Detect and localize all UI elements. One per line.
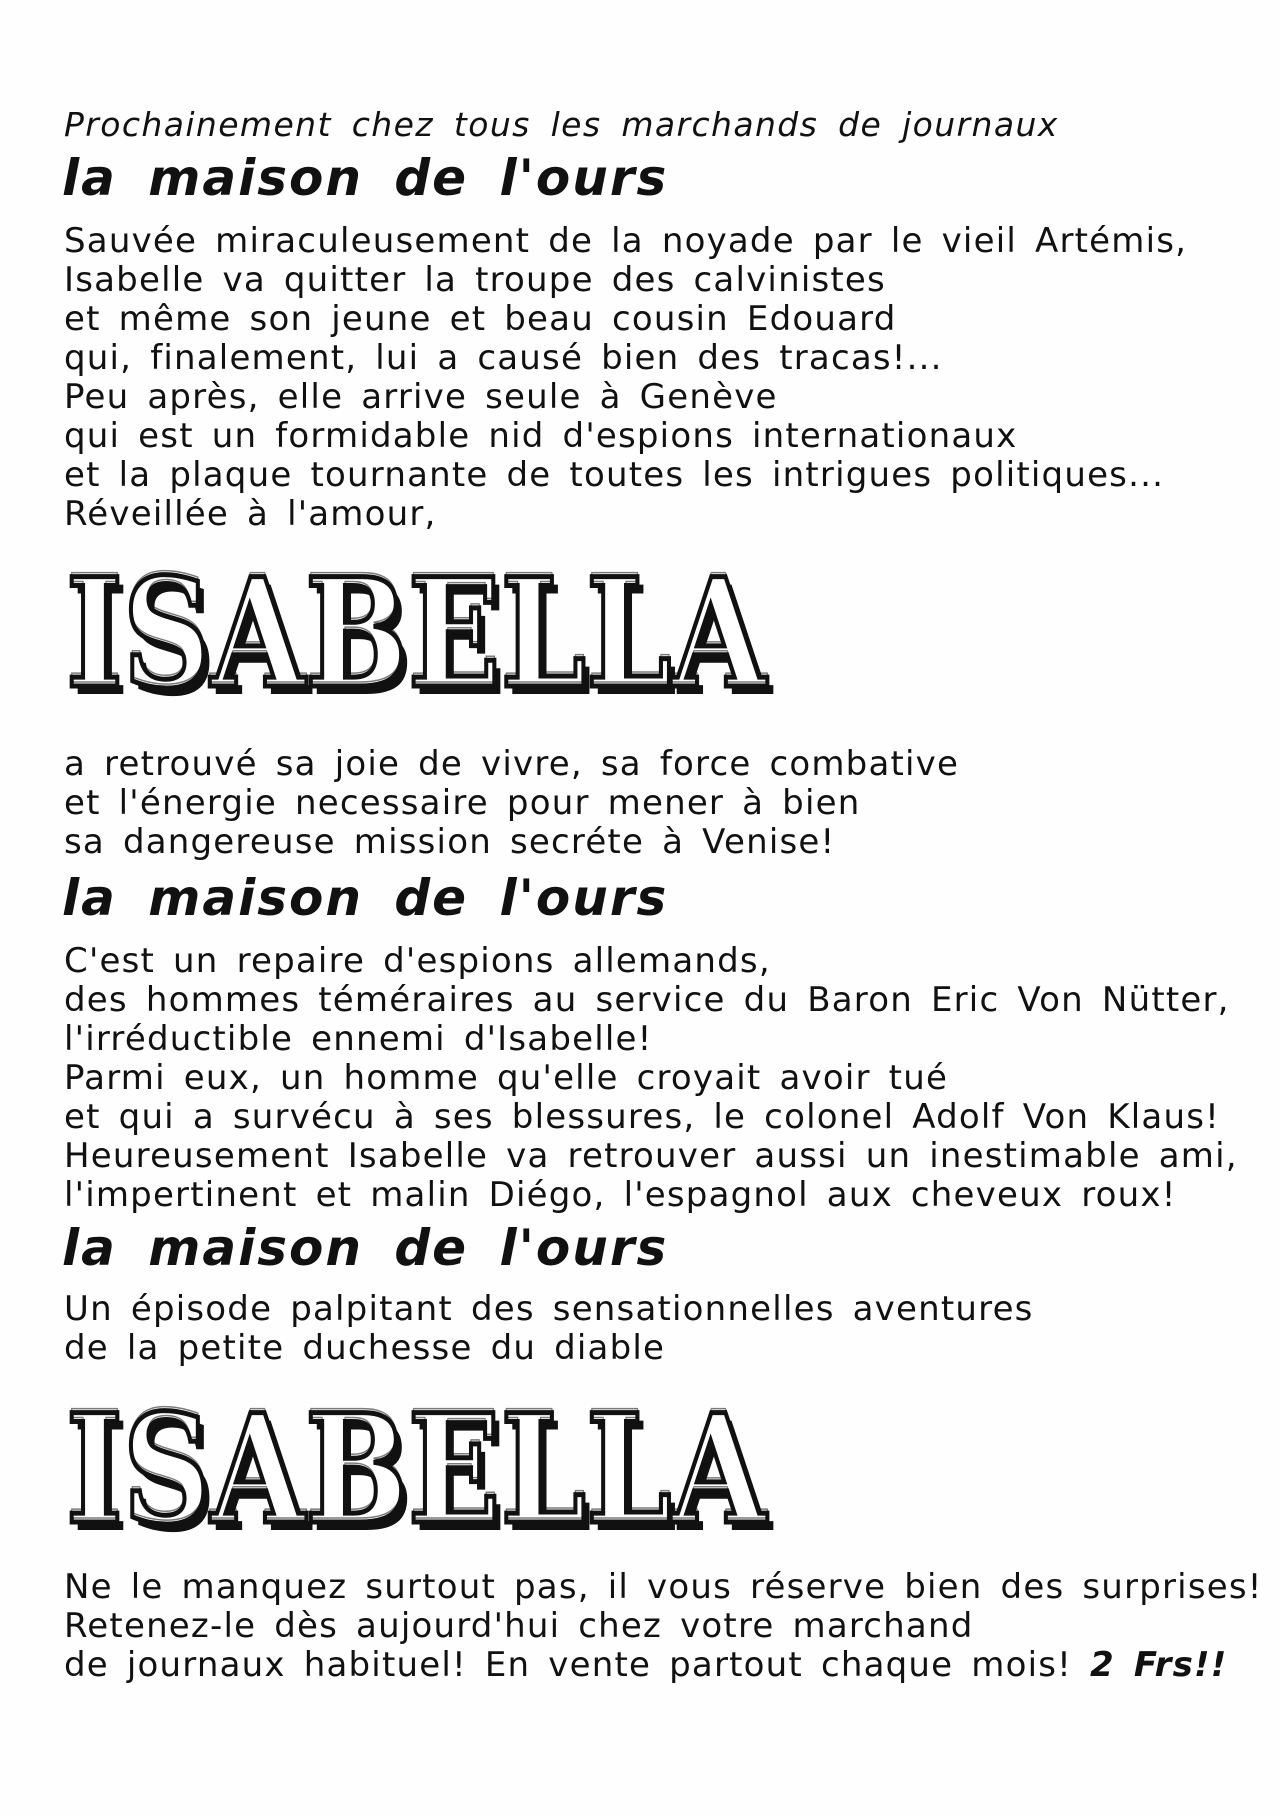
isabella-logo-1-face: ISABELLA: [66, 556, 769, 706]
section4-line-1: Un épisode palpitant des sensationnelles aventures: [64, 1289, 1034, 1329]
intro-line: Prochainement chez tous les marchands de journaux: [64, 105, 1059, 144]
price-label: 2 Frs!!: [1090, 1645, 1228, 1685]
section1-line-4: qui, finalement, lui a causé bien des tracas!...: [64, 338, 943, 378]
section5-line-1: Ne le manquez surtout pas, il vous réserve bien des surprises!: [64, 1567, 1263, 1607]
section5-line-3-text: de journaux habituel! En vente partout chaque mois!: [64, 1645, 1072, 1685]
isabella-logo-1-inline: ISABELLA: [66, 556, 769, 706]
isabella-logo-1: [56, 556, 776, 706]
section1-line-2: Isabelle va quitter la troupe des calvinistes: [64, 260, 886, 300]
heading-maison-de-l-ours-1: la maison de l'ours: [62, 149, 669, 207]
section1-line-5: Peu après, elle arrive seule à Genève: [64, 377, 778, 417]
section2-line-1: a retrouvé sa joie de vivre, sa force combative: [64, 744, 960, 784]
isabella-logo-2-inline: ISABELLA: [66, 1392, 769, 1542]
section3-line-6: Heureusement Isabelle va retrouver aussi un inestimable ami,: [64, 1136, 1238, 1176]
section1-line-8: Réveillée à l'amour,: [64, 494, 437, 534]
section1-line-7: et la plaque tournante de toutes les intrigues politiques...: [64, 455, 1165, 495]
section3-line-5: et qui a survécu à ses blessures, le colonel Adolf Von Klaus!: [64, 1097, 1220, 1137]
section5-line-2: Retenez-le dès aujourd'hui chez votre marchand: [64, 1606, 974, 1646]
section3-line-1: C'est un repaire d'espions allemands,: [64, 941, 771, 981]
heading-maison-de-l-ours-2: la maison de l'ours: [62, 869, 669, 927]
section3-line-4: Parmi eux, un homme qu'elle croyait avoir tué: [64, 1058, 949, 1098]
section3-line-2: des hommes téméraires au service du Baron Eric Von Nütter,: [64, 980, 1230, 1020]
isabella-logo-1-shadow: ISABELLA: [72, 556, 775, 706]
section2-line-2: et l'énergie necessaire pour mener à bien: [64, 783, 861, 823]
section1-line-1: Sauvée miraculeusement de la noyade par le vieil Artémis,: [64, 221, 1188, 261]
section4-line-2: de la petite duchesse du diable: [64, 1328, 666, 1368]
section1-line-3: et même son jeune et beau cousin Edouard: [64, 299, 897, 339]
isabella-logo-2-face: ISABELLA: [66, 1392, 769, 1542]
section2-line-3: sa dangereuse mission secréte à Venise!: [64, 822, 836, 862]
section1-line-6: qui est un formidable nid d'espions internationaux: [64, 416, 1018, 456]
isabella-logo-2-shadow: ISABELLA: [72, 1392, 775, 1542]
isabella-logo-2: [56, 1392, 776, 1542]
section3-line-3: l'irréductible ennemi d'Isabelle!: [64, 1019, 653, 1059]
section3-line-7: l'impertinent et malin Diégo, l'espagnol aux cheveux roux!: [64, 1175, 1177, 1215]
heading-maison-de-l-ours-3: la maison de l'ours: [62, 1219, 669, 1277]
section5-line-3: [64, 1646, 1227, 1684]
